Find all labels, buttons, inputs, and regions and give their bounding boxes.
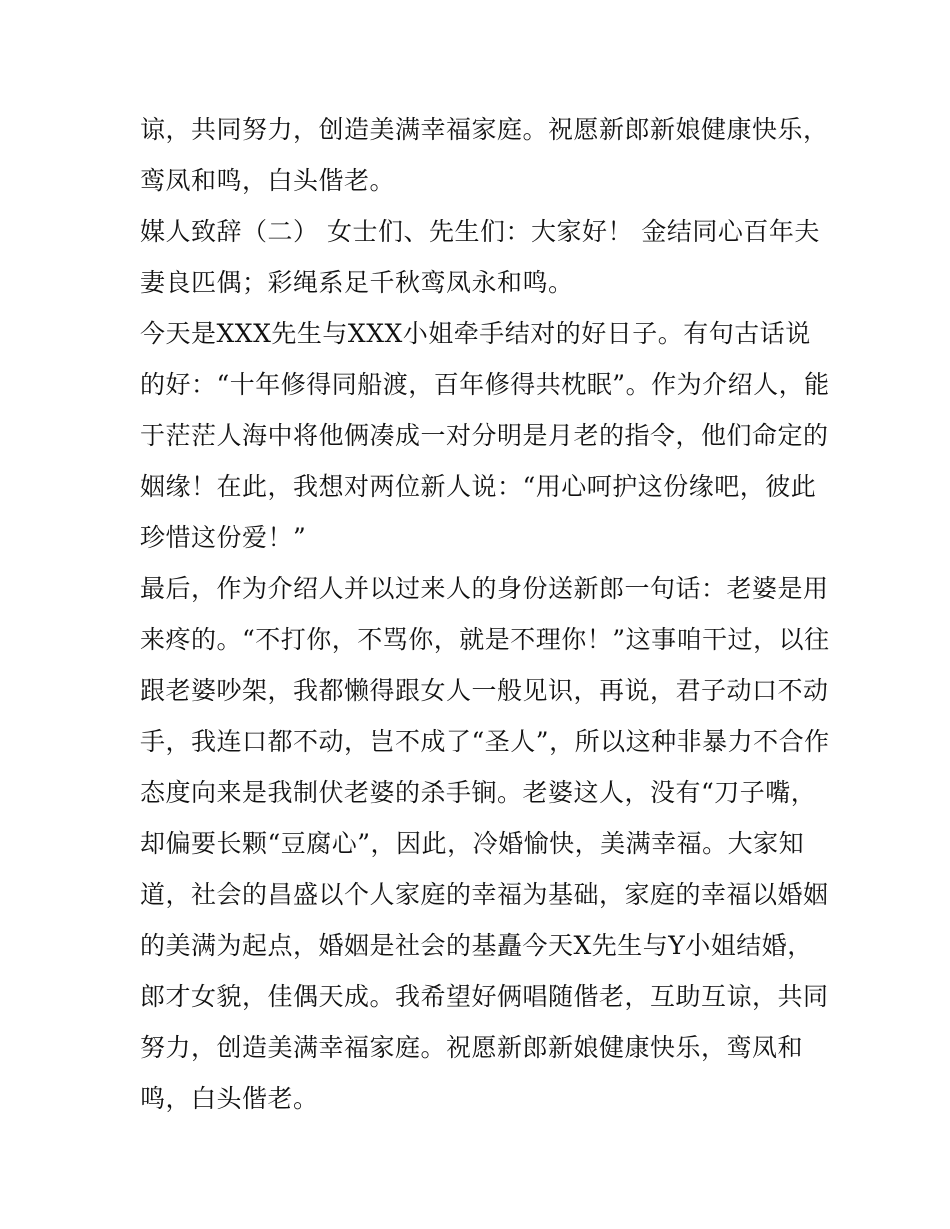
text-line: 于茫茫人海中将他俩凑成一对分明是月老的指令，他们命定的 xyxy=(140,421,829,450)
text-line: 态度向来是我制伏老婆的杀手锏。老婆这人，没有“刀子嘴， xyxy=(140,778,817,807)
text-line: 跟老婆吵架，我都懒得跟女人一般见识，再说，君子动口不动 xyxy=(140,676,829,705)
text-line: 鸾凤和鸣，白头偕老。 xyxy=(140,166,396,195)
text-line: 今天是XXX先生与XXX小姐牵手结对的好日子。有句古话说 xyxy=(140,319,811,348)
text-line: 的好：“十年修得同船渡，百年修得共枕眠”。作为介绍人，能 xyxy=(140,370,830,399)
document-body xyxy=(140,104,830,1124)
text-line: 努力，创造美满幸福家庭。祝愿新郎新娘健康快乐，鸾凤和 xyxy=(140,1033,804,1062)
text-line: 妻良匹偶；彩绳系足千秋鸾凤永和鸣。 xyxy=(140,268,574,297)
text-line: 鸣，白头偕老。 xyxy=(140,1084,319,1113)
text-line: 谅，共同努力，创造美满幸福家庭。祝愿新郎新娘健康快乐， xyxy=(140,115,829,144)
text-line: 却偏要长颗“豆腐心”，因此，冷婚愉快，美满幸福。大家知 xyxy=(140,829,805,858)
text-line: 姻缘！在此，我想对两位新人说：“用心呵护这份缘吧，彼此 xyxy=(140,472,817,501)
text-line: 手，我连口都不动，岂不成了“圣人”，所以这种非暴力不合作 xyxy=(140,727,830,756)
text-line: 最后，作为介绍人并以过来人的身份送新郎一句话：老婆是用 xyxy=(140,574,829,603)
text-line: 的美满为起点，婚姻是社会的基矗今天X先生与Y小姐结婚， xyxy=(140,931,813,960)
text-line: 郎才女貌，佳偶天成。我希望好俩唱随偕老，互助互谅，共同 xyxy=(140,982,829,1011)
text-line: 媒人致辞（二） 女士们、先生们：大家好！ 金结同心百年夫 xyxy=(140,217,820,246)
text-line: 珍惜这份爱！” xyxy=(140,523,307,552)
text-line: 道，社会的昌盛以个人家庭的幸福为基础，家庭的幸福以婚姻 xyxy=(140,880,829,909)
text-line: 来疼的。“不打你，不骂你，就是不理你！”这事咱干过，以往 xyxy=(140,625,830,654)
